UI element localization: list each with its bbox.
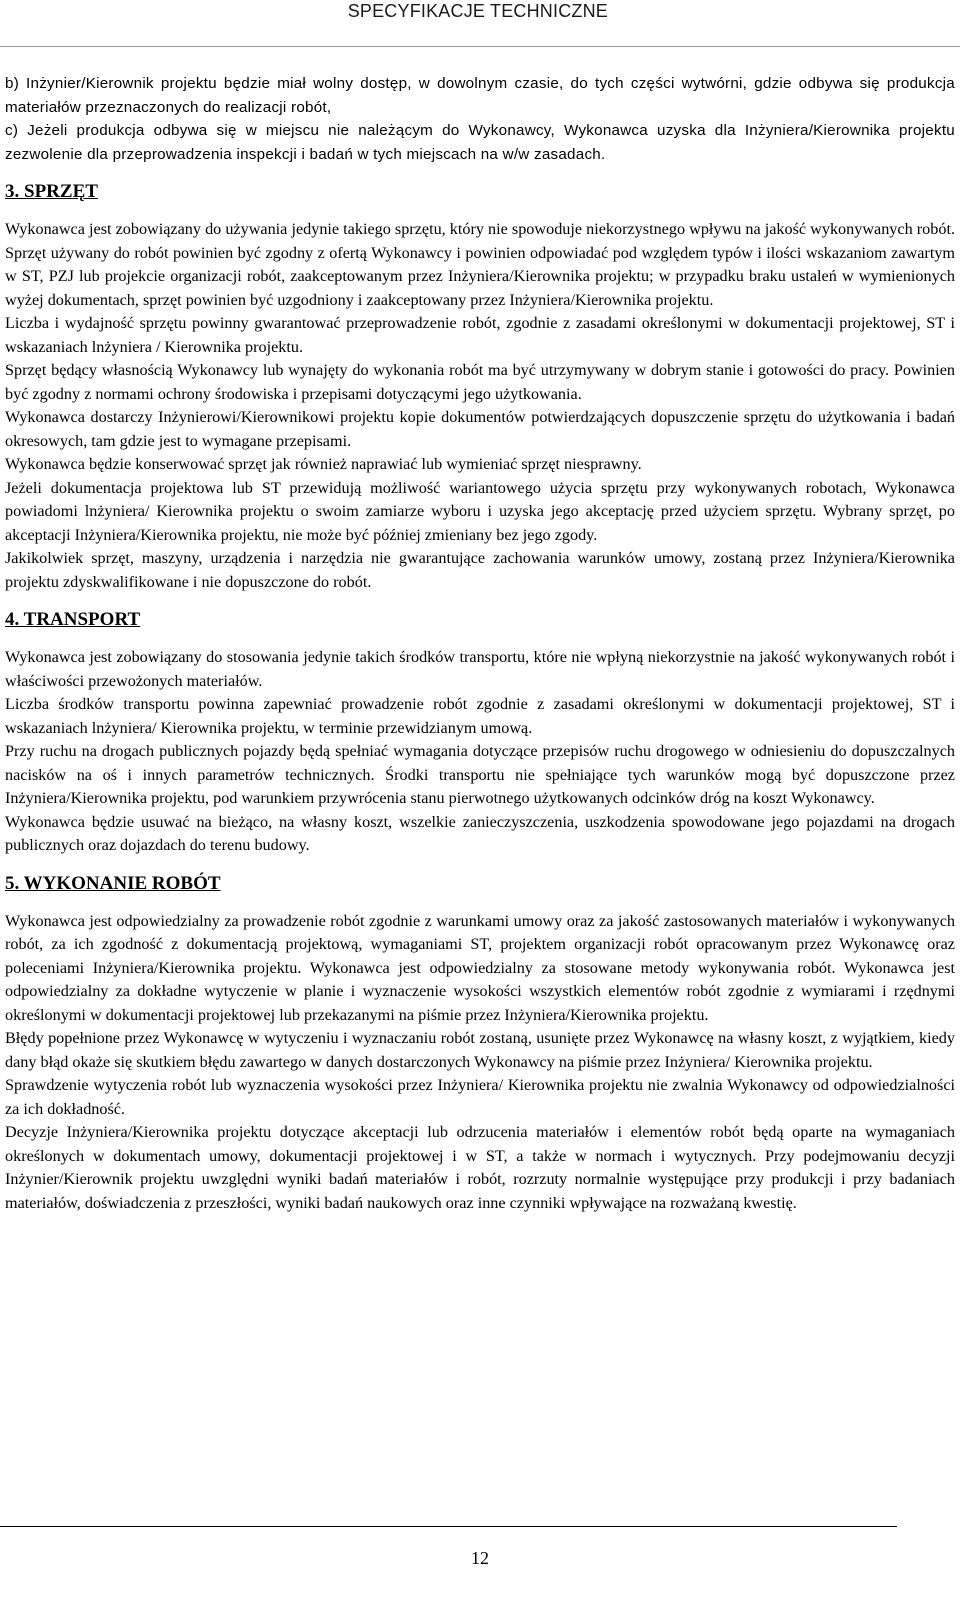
section3-paragraph: Liczba i wydajność sprzętu powinny gwarantować przeprowadzenie robót, zgodnie z zasadami określonymi w dokumentacji projektowej, ST i wskazaniach lnżyniera / Kierownika projektu.	[5, 314, 955, 356]
section-heading-transport: 4. TRANSPORT	[5, 609, 141, 630]
section3-paragraph: Jeżeli dokumentacja projektowa lub ST przewidują możliwość wariantowego użycia sprzętu przy wykonywanych robotach, Wykonawca powiadomi lnżyniera/ Kierownika projektu o swoim zamiarze wyboru i uzyska jego akceptację przed użyciem sprzętu. Wybrany sprzęt, po akceptacji Inżyniera/Kierownika projektu, nie może być później zmieniany bez jego zgody.	[5, 478, 955, 544]
section-heading-sprzet: 3. SPRZĘT	[5, 181, 98, 202]
paragraph-intro-b: b) Inżynier/Kierownik projektu będzie miał wolny dostęp, w dowolnym czasie, do tych części wytwórni, gdzie odbywa się produkcja materiałów przeznaczonych do realizacji robót,	[5, 75, 955, 116]
page-header	[0, 0, 960, 47]
section3-paragraph: Wykonawca jest zobowiązany do używania jedynie takiego sprzętu, który nie spowoduje niekorzystnego wpływu na jakość wykonywanych robót. Sprzęt używany do robót powinien być zgodny z ofertą Wykonawcy i powinien odpowiadać pod względem typów i ilości wskazaniom zawartym w ST, PZJ lub projekcie organizacji robót, zaakceptowanym przez Inżyniera/Kierownika projektu; w przypadku braku ustaleń w wymienionych wyżej dokumentach, sprzęt powinien być uzgodniony i zaakceptowany przez Inżyniera/Kierownika projektu.	[5, 220, 955, 309]
document-body	[5, 72, 955, 1215]
paragraph-intro-c: c) Jeżeli produkcja odbywa się w miejscu nie należącym do Wykonawcy, Wykonawca uzyska dla Inżyniera/Kierownika projektu zezwolenie dla przeprowadzenia inspekcji i badań w tych miejscach na w/w zasadach.	[5, 122, 955, 163]
footer-divider	[0, 1526, 897, 1527]
section3-paragraph: Wykonawca dostarczy Inżynierowi/Kierownikowi projektu kopie dokumentów potwierdzających dopuszczenie sprzętu do użytkowania i badań okresowych, tam gdzie jest to wymagane przepisami.	[5, 408, 955, 450]
header-divider	[0, 46, 960, 47]
section5-paragraph: Decyzje Inżyniera/Kierownika projektu dotyczące akceptacji lub odrzucenia materiałów i elementów robót będą oparte na wymaganiach określonych w dokumentach umowy, dokumentacji projektowej i w ST, a także w normach i wytycznych. Przy podejmowaniu decyzji Inżynier/Kierownik projektu uwzględni wyniki badań materiałów i robót, rozrzuty normalnie występujące przy produkcji i przy badaniach materiałów, doświadczenia z przeszłości, wyniki badań naukowych oraz inne czynniki wpływające na rozważaną kwestię.	[5, 1123, 955, 1212]
header-title: SPECYFIKACJE TECHNICZNE	[347, 1, 608, 21]
section3-paragraph: Jakikolwiek sprzęt, maszyny, urządzenia i narzędzia nie gwarantujące zachowania warunków umowy, zostaną przez Inżyniera/Kierownika projektu zdyskwalifikowane i nie dopuszczone do robót.	[5, 549, 955, 591]
section4-paragraph: Wykonawca będzie usuwać na bieżąco, na własny koszt, wszelkie zanieczyszczenia, uszkodzenia spowodowane jego pojazdami na drogach publicznych oraz dojazdach do terenu budowy.	[5, 812, 955, 854]
section-heading-wykonanie-robot: 5. WYKONANIE ROBÓT	[5, 872, 221, 894]
section5-paragraph: Wykonawca jest odpowiedzialny za prowadzenie robót zgodnie z warunkami umowy oraz za jakość zastosowanych materiałów i wykonywanych robót, za ich zgodność z dokumentacją projektową, wymaganiami ST, projektem organizacji robót opracowanym przez Wykonawcę oraz poleceniami Inżyniera/Kierownika projektu. Wykonawca jest odpowiedzialny za stosowane metody wykonywania robót. Wykonawca jest odpowiedzialny za dokładne wytyczenie w planie i wyznaczenie wysokości wszystkich elementów robót zgodnie z wymiarami i rzędnymi określonymi w dokumentacji projektowej lub przekazanymi na piśmie przez Inżyniera/Kierownika projektu.	[5, 911, 955, 1024]
section5-paragraph: Sprawdzenie wytyczenia robót lub wyznaczenia wysokości przez Inżyniera/ Kierownika projektu nie zwalnia Wykonawcy od odpowiedzialności za ich dokładność.	[5, 1076, 955, 1118]
section5-paragraph: Błędy popełnione przez Wykonawcę w wytyczeniu i wyznaczaniu robót zostaną, usunięte przez Wykonawcę na własny koszt, z wyjątkiem, kiedy dany błąd okaże się skutkiem błędu zawartego w danych dostarczonych Wykonawcy na piśmie przez Inżyniera/ Kierownika projektu.	[5, 1029, 955, 1071]
section3-paragraph: Sprzęt będący własnością Wykonawcy lub wynajęty do wykonania robót ma być utrzymywany w dobrym stanie i gotowości do pracy. Powinien być zgodny z normami ochrony środowiska i przepisami dotyczącymi jego użytkowania.	[5, 361, 955, 403]
page-number: 12	[471, 1548, 489, 1568]
section4-paragraph: Przy ruchu na drogach publicznych pojazdy będą spełniać wymagania dotyczące przepisów ruchu drogowego w odniesieniu do dopuszczalnych nacisków na oś i innych parametrów technicznych. Środki transportu nie spełniające tych warunków mogą być dopuszczone przez Inżyniera/Kierownika projektu, pod warunkiem przywrócenia stanu pierwotnego użytkowanych odcinków dróg na koszt Wykonawcy.	[5, 742, 955, 807]
section4-paragraph: Liczba środków transportu powinna zapewniać prowadzenie robót zgodnie z zasadami określonymi w dokumentacji projektowej, ST i wskazaniach lnżyniera/ Kierownika projektu, w terminie przewidzianym umową.	[5, 695, 955, 737]
section4-paragraph: Wykonawca jest zobowiązany do stosowania jedynie takich środków transportu, które nie wpłyną niekorzystnie na jakość wykonywanych robót i właściwości przewożonych materiałów.	[5, 648, 955, 690]
section3-paragraph: Wykonawca będzie konserwować sprzęt jak również naprawiać lub wymieniać sprzęt niesprawny.	[5, 455, 642, 473]
